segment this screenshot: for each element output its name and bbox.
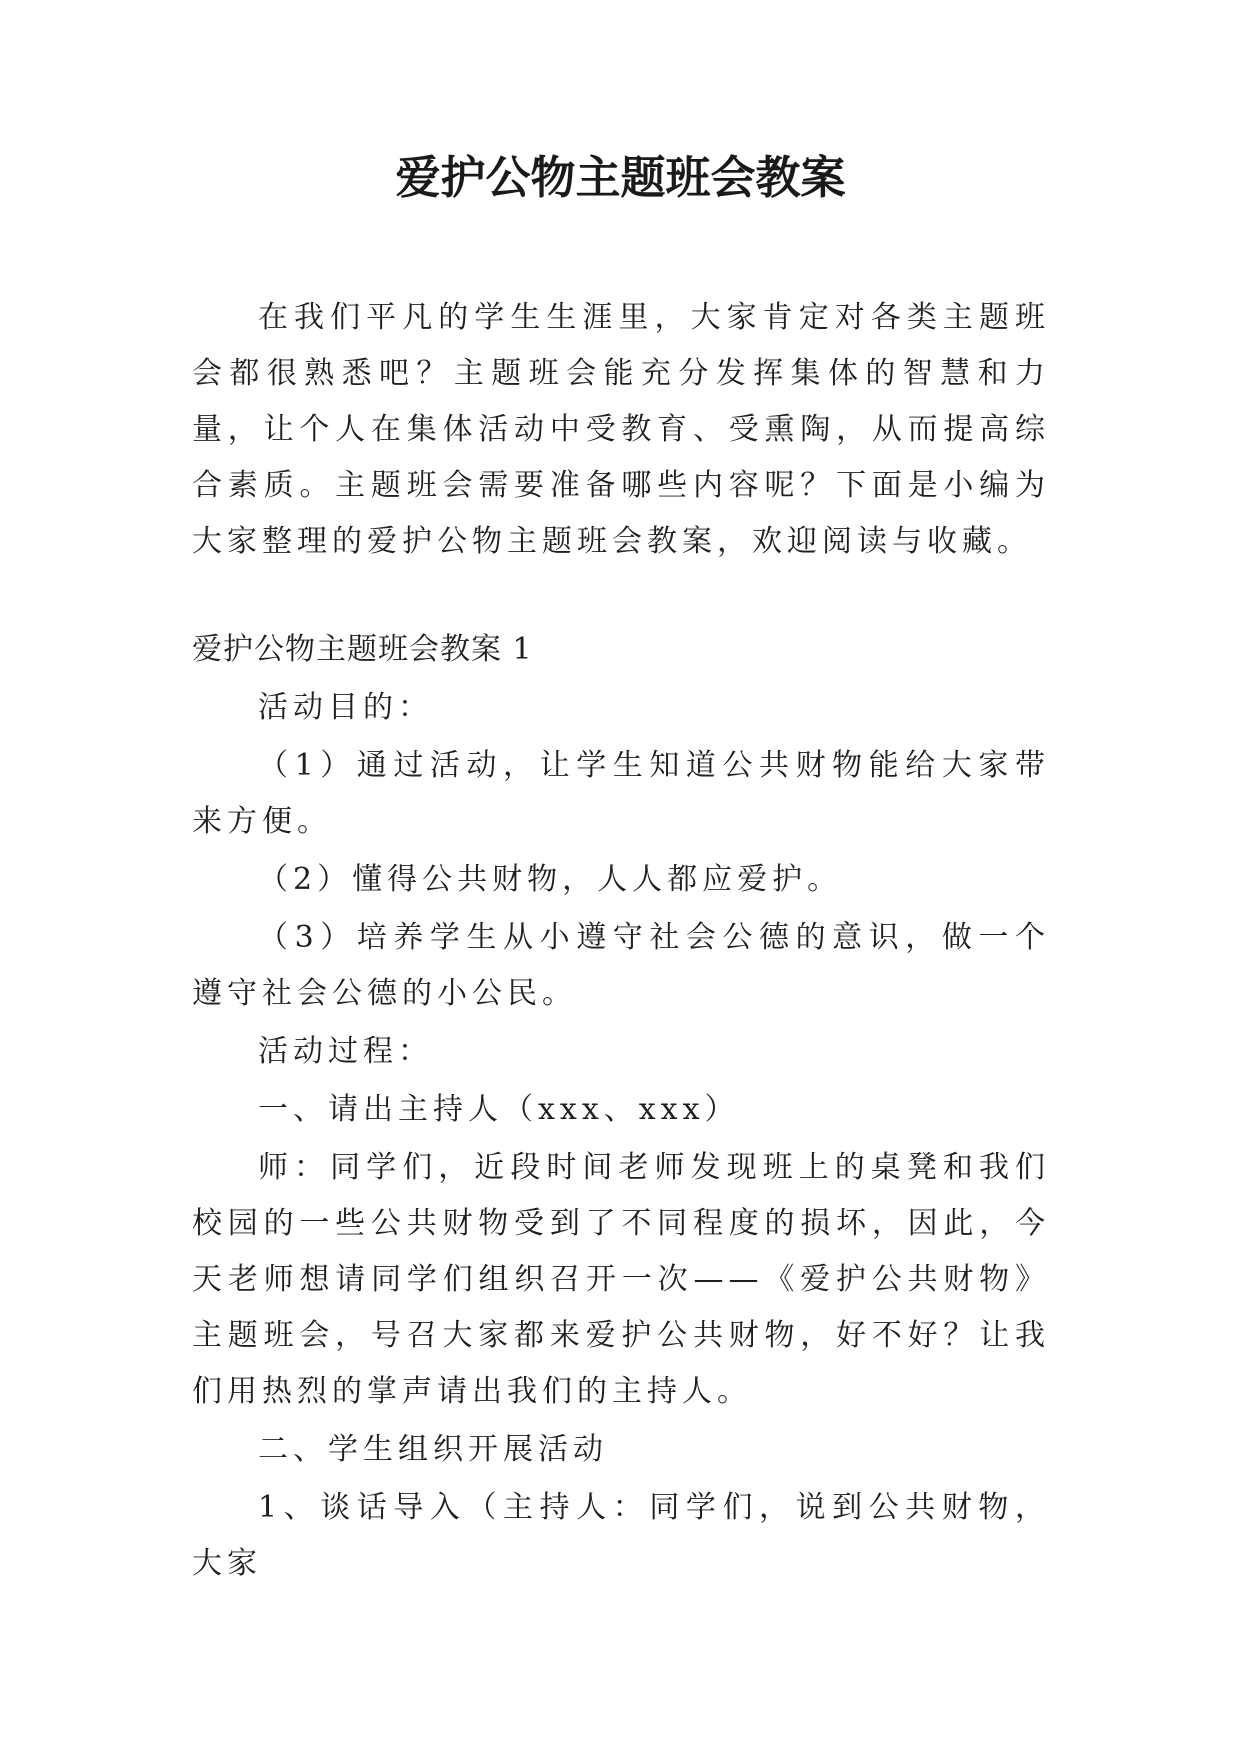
paragraph-teacher-speech: 师：同学们，近段时间老师发现班上的桌凳和我们校园的一些公共财物受到了不同程度的损坏，因此，今天老师想请同学们组织召开一次——《爱护公共财物》主题班会，号召大家都来爱护公共财物，好不好？让我们用热烈的掌声请出我们的主持人。 — [192, 1150, 1050, 1409]
paragraph-step-2-1: 1、谈话导入（主持人：同学们，说到公共财物，大家 — [192, 1490, 1050, 1581]
document-body — [192, 290, 1050, 1592]
paragraph-step-2: 二、学生组织开展活动 — [258, 1432, 608, 1467]
paragraph-activity-process: 活动过程： — [258, 1034, 433, 1069]
paragraph-activity-goal: 活动目的： — [258, 690, 433, 725]
intro-paragraph: 在我们平凡的学生生涯里，大家肯定对各类主题班会都很熟悉吧？主题班会能充分发挥集体的智慧和力量，让个人在集体活动中受教育、受熏陶，从而提高综合素质。主题班会需要准备哪些内容呢？下面是小编为大家整理的爱护公物主题班会教案，欢迎阅读与收藏。 — [192, 300, 1050, 559]
paragraph-goal-2: （2）懂得公共财物，人人都应爱护。 — [258, 862, 843, 897]
paragraph-goal-3: （3）培养学生从小遵守社会公德的意识，做一个遵守社会公德的小公民。 — [192, 920, 1050, 1011]
section-heading: 爱护公物主题班会教案 1 — [192, 632, 533, 667]
document-title: 爱护公物主题班会教案 — [395, 151, 846, 204]
paragraph-step-1: 一、请出主持人（xxx、xxx） — [258, 1092, 740, 1127]
paragraph-goal-1: （1）通过活动，让学生知道公共财物能给大家带来方便。 — [192, 748, 1050, 839]
